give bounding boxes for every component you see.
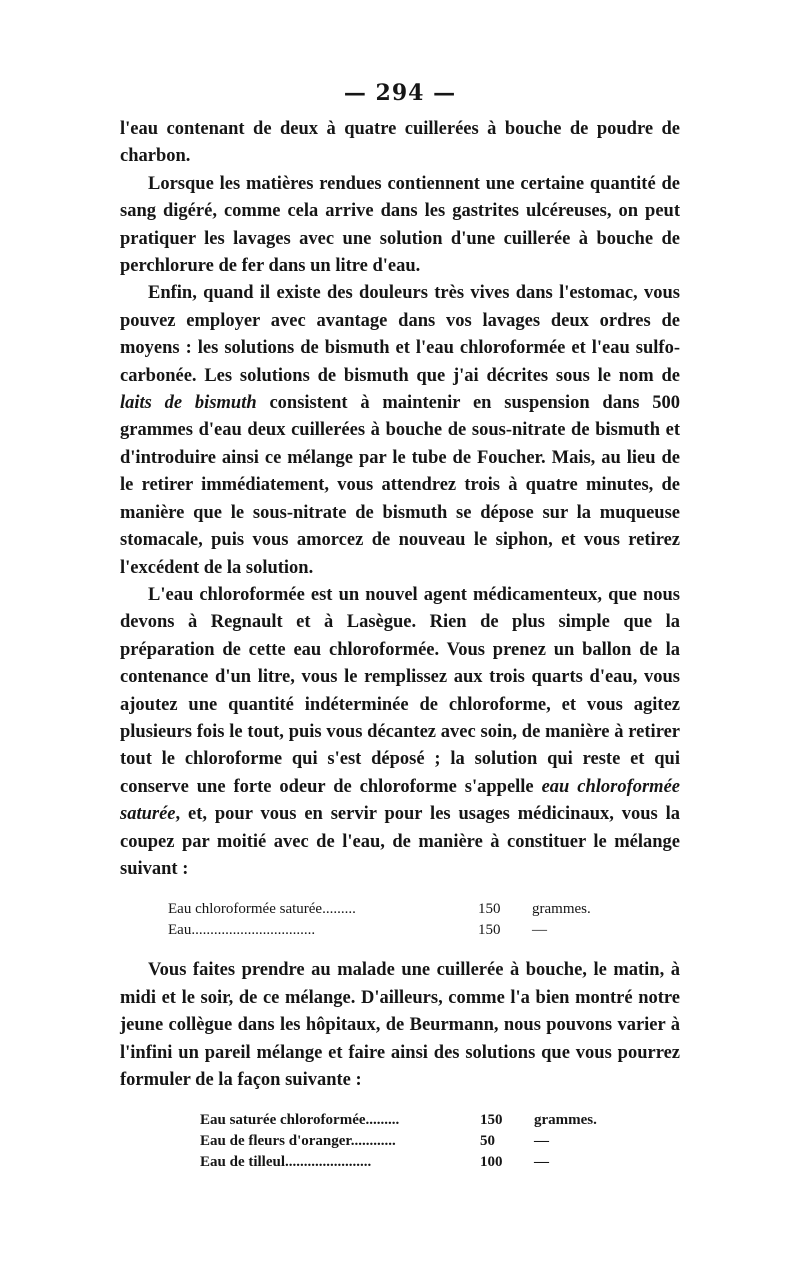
paragraph-4 <box>120 582 680 883</box>
paragraph-3 <box>120 280 680 581</box>
recipe-2-row-2-qty: 50 <box>480 1133 495 1150</box>
recipe-1-row-1-qty: 150 <box>478 901 501 918</box>
recipe-2-row-3-name: Eau de tilleul....................... <box>200 1154 372 1171</box>
paragraph-1: l'eau contenant de deux à quatre cuillerées à bouche de poudre de charbon. <box>120 119 680 167</box>
recipe-1-row-2-name: Eau................................. <box>168 922 316 939</box>
paragraph-3-italic: laits de bismuth <box>120 393 257 414</box>
paragraph-4-text-b: , et, pour vous en servir pour les usages médicinaux, vous la coupez par moitié avec de l'eau, de manière à constituer le mélange suivant : <box>120 804 680 879</box>
recipe-2-row-2-unit: — <box>534 1133 549 1150</box>
recipe-2-row <box>200 1152 680 1173</box>
recipe-2 <box>200 1110 680 1173</box>
recipe-1-row-1-name: Eau chloroformée saturée......... <box>168 901 356 918</box>
paragraph-4-text-a: L'eau chloroformée est un nouvel agent médicamenteux, que nous devons à Regnault et à Lasègue. Rien de plus simple que la préparation de cette eau chloroformée. Vous prenez un ballon de la contenance d'un litre, vous le remplissez aux trois quarts d'eau, vous ajoutez une quantité indéterminée de chloroforme, et vous agitez plusieurs fois le tout, puis vous décantez avec soin, de manière à retirer tout le chloroforme qui s'est déposé ; la solution qui reste et qui conserve une forte odeur de chloroforme s'appelle <box>120 584 680 797</box>
recipe-2-row-1-unit: grammes. <box>534 1112 597 1129</box>
recipe-2-row-2-name: Eau de fleurs d'oranger............ <box>200 1133 396 1150</box>
recipe-2-row-1-name: Eau saturée chloroformée......... <box>200 1112 400 1129</box>
book-page <box>120 78 680 1189</box>
page-number: — 294 — <box>343 80 457 106</box>
recipe-1 <box>168 899 680 941</box>
paragraph-3-text-a: Enfin, quand il existe des douleurs très vives dans l'estomac, vous pouvez employer avec avantage dans vos lavages deux ordres de moyens : les solutions de bismuth et l'eau chloroformée et l'eau sulfo-carbonée. Les solutions de bismuth que j'ai décrites sous le nom de <box>120 283 680 386</box>
recipe-2-row <box>200 1131 680 1152</box>
recipe-2-row <box>200 1110 680 1131</box>
paragraph-3-text-b: consistent à maintenir en suspension dans 500 grammes d'eau deux cuillerées à bouche de sous-nitrate de bismuth et d'introduire ainsi ce mélange par le tube de Foucher. Mais, au lieu de le retirer immédiatement, vous attendrez trois à quatre minutes, de manière que le sous-nitrate de bismuth se dépose sur la muqueuse stomacale, puis vous amorcez de nouveau le siphon, et vous retirez l'excédent de la solution. <box>120 393 681 578</box>
recipe-2-row-1-qty: 150 <box>480 1112 503 1129</box>
recipe-1-row-2-unit: — <box>532 922 547 939</box>
recipe-1-row-2-qty: 150 <box>478 922 501 939</box>
recipe-1-row-1-unit: grammes. <box>532 901 591 918</box>
recipe-2-row-3-qty: 100 <box>480 1154 503 1171</box>
recipe-1-row <box>168 920 680 941</box>
paragraph-5: Vous faites prendre au malade une cuillerée à bouche, le matin, à midi et le soir, de ce mélange. D'ailleurs, comme l'a bien montré notre jeune collègue dans les hôpitaux, de Beurmann, nous pouvons varier à l'infini un pareil mélange et faire ainsi des solutions que vous pourrez formuler de la façon suivante : <box>120 960 680 1090</box>
paragraph-4-italic: eau chloroformée saturée <box>120 776 680 825</box>
recipe-2-row-3-unit: — <box>534 1154 549 1171</box>
paragraph-2: Lorsque les matières rendues contiennent une certaine quantité de sang digéré, comme cela arrive dans les gastrites ulcéreuses, on peut pratiquer les lavages avec une solution d'une cuillerée à bouche de perchlorure de fer dans un litre d'eau. <box>120 173 680 277</box>
recipe-1-row <box>168 899 680 920</box>
